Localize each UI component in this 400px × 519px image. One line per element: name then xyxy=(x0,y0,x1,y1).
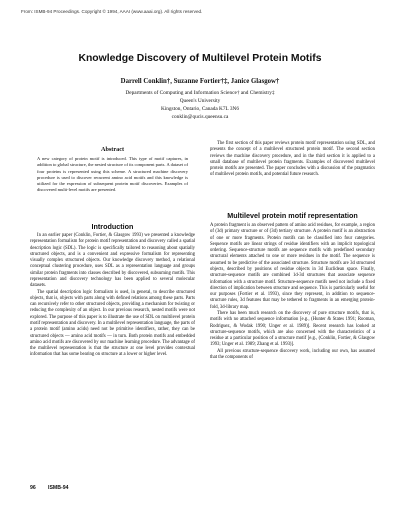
motif-paragraph: All previous structure-sequence discovery work, including our own, has assumed that the components of xyxy=(210,348,375,360)
introduction-paragraph: In an earlier paper (Conklin, Fortier, & Glasgow 1993) we presented a knowledge representation formalism for protein motif representation and discovery called a spatial description logic (SDL). The logic is specifically tailored to reasoning about spatially structured objects, and is a convenient and expressive formalism for representing visually complex structured objects. Our knowledge discovery method, a relational conceptual clustering procedure, uses SDL as a representation language and groups similar protein fragments into classes described by discovered, subsuming motifs. This representation and discovery technology has been applied to several molecular datasets. xyxy=(30,233,195,289)
abstract-text: A new category of protein motif is introduced. This type of motif captures, in addition to global structure, the nested structure of its component parts. A dataset of four proteins is represented using this scheme. A structured machine discovery procedure is used to discover recurrent amino acid motifs and this knowledge is utilized for the expression of subsequent protein motif discoveries. Examples of discovered multi-level motifs are presented. xyxy=(37,156,188,193)
affiliation-departments: Departments of Computing and Information Science† and Chemistry‡ xyxy=(125,90,275,96)
page-number: 96 xyxy=(30,485,36,491)
motif-representation-body xyxy=(210,223,375,361)
affiliation-email: conklin@qucis.queensu.ca xyxy=(171,114,229,120)
motif-paragraph: A protein fragment is an observed pattern of amino acid residues, for example, a region of (3d) primary structure or of (3d) tertiary structure. A protein motif is an abstraction of one or more fragments. Protein motifs can be classified into four categories. Sequence motifs are linear strings of residue identifiers with an implicit topological ordering. Sequence-structure motifs are sequence motifs with predefined secondary structural elements attached to one or more residues in the motif. The sequence is assumed to be predictive of the associated structure. Structure motifs are 3d structured objects, described by positions of residue objects in 3d Euclidean space. Finally, structure-sequence motifs are combined 1d-3d structures that associate sequence information with a structure motif. Structure-sequence motifs need not include a fixed direction of implication between structure and sequence. This is particularly useful for our purposes (Fortier et al. 1993), since they represent, in addition to sequence-structure rules, 3d features that may be tethered to fragments in an emerging protein-fold, 3d-library map. xyxy=(210,223,375,310)
right-intro-paragraph: The first section of this paper reviews protein motif representation using SDL, and presents the concept of a multilevel structured protein motif. The second section reviews the machine discovery procedure, and in the third section it is applied to a small database of multilevel protein fragments. Examples of discovered multilevel protein motifs are presented. The paper concludes with a discussion of the pragmatics of multilevel protein motifs, and potential future research. xyxy=(210,141,375,178)
authors: Darrell Conklin†, Suzanne Fortier†‡, Janice Glasgow† xyxy=(120,78,280,85)
motif-representation-heading: Multilevel protein motif representation xyxy=(227,211,358,220)
venue-label: ISMB-94 xyxy=(48,485,69,491)
right-intro-body xyxy=(210,141,375,179)
introduction-heading: Introduction xyxy=(91,222,134,231)
abstract-heading: Abstract xyxy=(100,146,125,153)
affiliation-address: Kingston, Ontario, Canada K7L 3N6 xyxy=(160,106,240,112)
source-line: From: ISMB-94 Proceedings. Copyright © 1994, AAAI (www.aaai.org). All rights reserved. xyxy=(21,9,203,14)
introduction-paragraph: The spatial description logic formalism is used, in general, to describe structured objects, that is, objects with parts along with defined relations among these parts. Parts can recursively refer to other structured objects, providing a mechanism for twisting or reducing the complexity of an object. In our previous research, nested motifs were not explored. The purpose of this paper is to illustrate the use of SDL on multilevel protein motif representation and discovery. In a multilevel representation language, the parts of a protein motif (amino acids) need not be primitive identifiers, rather, they can be structured objects — amino acid motifs — in turn. Both protein motifs and embedded amino acid motifs are discovered by our machine learning procedure. The advantage of the multilevel representation is that the structure at one level provides contextual information that has some bearing on structure at a lower or higher level. xyxy=(30,289,195,358)
paper-title: Knowledge Discovery of Multilevel Protein Motifs xyxy=(78,53,322,64)
introduction-body xyxy=(30,233,195,359)
motif-paragraph: There has been much research on the discovery of pure structure motifs, that is, motifs with no attached sequence information [e.g., (Hunter & States 1991; Rooman, Rodriguez, & Wodak 1990; Unger et al. 1989)]. Recent research has looked at structure-sequence motifs, which are also concerned with the characteristics of a residue at a particular position of a structure motif [e.g., (Conklin, Fortier, & Glasgow 1993; Unger et al. 1989; Zhang et al. 1993)]. xyxy=(210,310,375,348)
affiliation-university: Queen's University xyxy=(179,98,221,104)
